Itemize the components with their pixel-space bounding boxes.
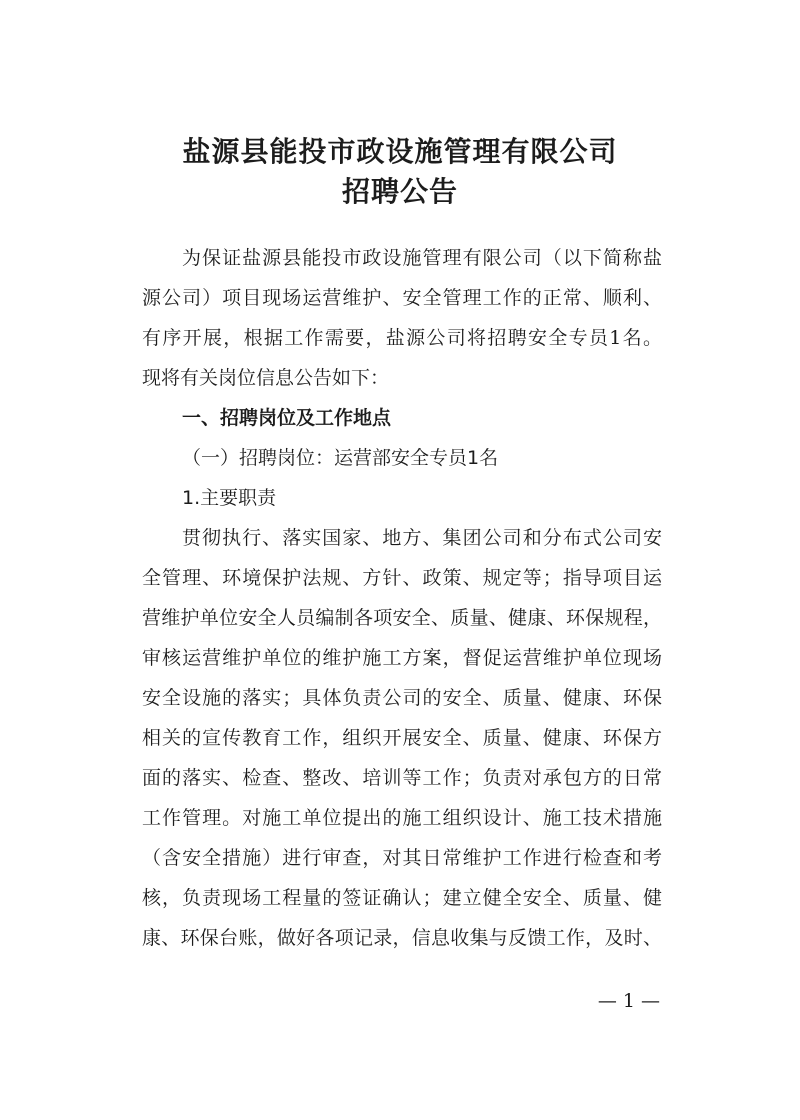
intro-line: 为保证盐源县能投市政设施管理有限公司（以下简称盐	[182, 247, 662, 269]
intro-line: 现将有关岗位信息公告如下：	[142, 367, 390, 389]
page-number: — 1 —	[597, 990, 660, 1012]
duties-line: 核，负责现场工程量的签证确认；建立健全安全、质量、健	[142, 887, 662, 909]
intro-line: 源公司）项目现场运营维护、安全管理工作的正常、顺利、	[142, 287, 662, 309]
position-line: （一）招聘岗位：运营部安全专员1名	[182, 447, 499, 469]
duties-line: 贯彻执行、落实国家、地方、集团公司和分布式公司安	[182, 527, 662, 549]
duties-line: 相关的宣传教育工作，组织开展安全、质量、健康、环保方	[142, 727, 662, 749]
duties-line: （含安全措施）进行审查，对其日常维护工作进行检查和考	[142, 847, 662, 869]
duties-line: 面的落实、检查、整改、培训等工作；负责对承包方的日常	[142, 767, 662, 789]
duties-heading: 1.主要职责	[182, 487, 277, 509]
duties-line: 工作管理。对施工单位提出的施工组织设计、施工技术措施	[142, 807, 662, 829]
duties-line: 营维护单位安全人员编制各项安全、质量、健康、环保规程，	[142, 607, 662, 629]
duties-line: 审核运营维护单位的维护施工方案，督促运营维护单位现场	[142, 647, 662, 669]
document-subtitle: 招聘公告	[341, 175, 458, 208]
duties-line: 康、环保台账，做好各项记录，信息收集与反馈工作，及时、	[142, 927, 662, 949]
section-heading: 一、招聘岗位及工作地点	[182, 407, 392, 429]
duties-line: 全管理、环境保护法规、方针、政策、规定等；指导项目运	[142, 567, 662, 589]
intro-line: 有序开展，根据工作需要，盐源公司将招聘安全专员1名。	[142, 327, 662, 349]
document-title: 盐源县能投市政设施管理有限公司	[182, 135, 618, 168]
duties-line: 安全设施的落实；具体负责公司的安全、质量、健康、环保	[142, 687, 662, 709]
